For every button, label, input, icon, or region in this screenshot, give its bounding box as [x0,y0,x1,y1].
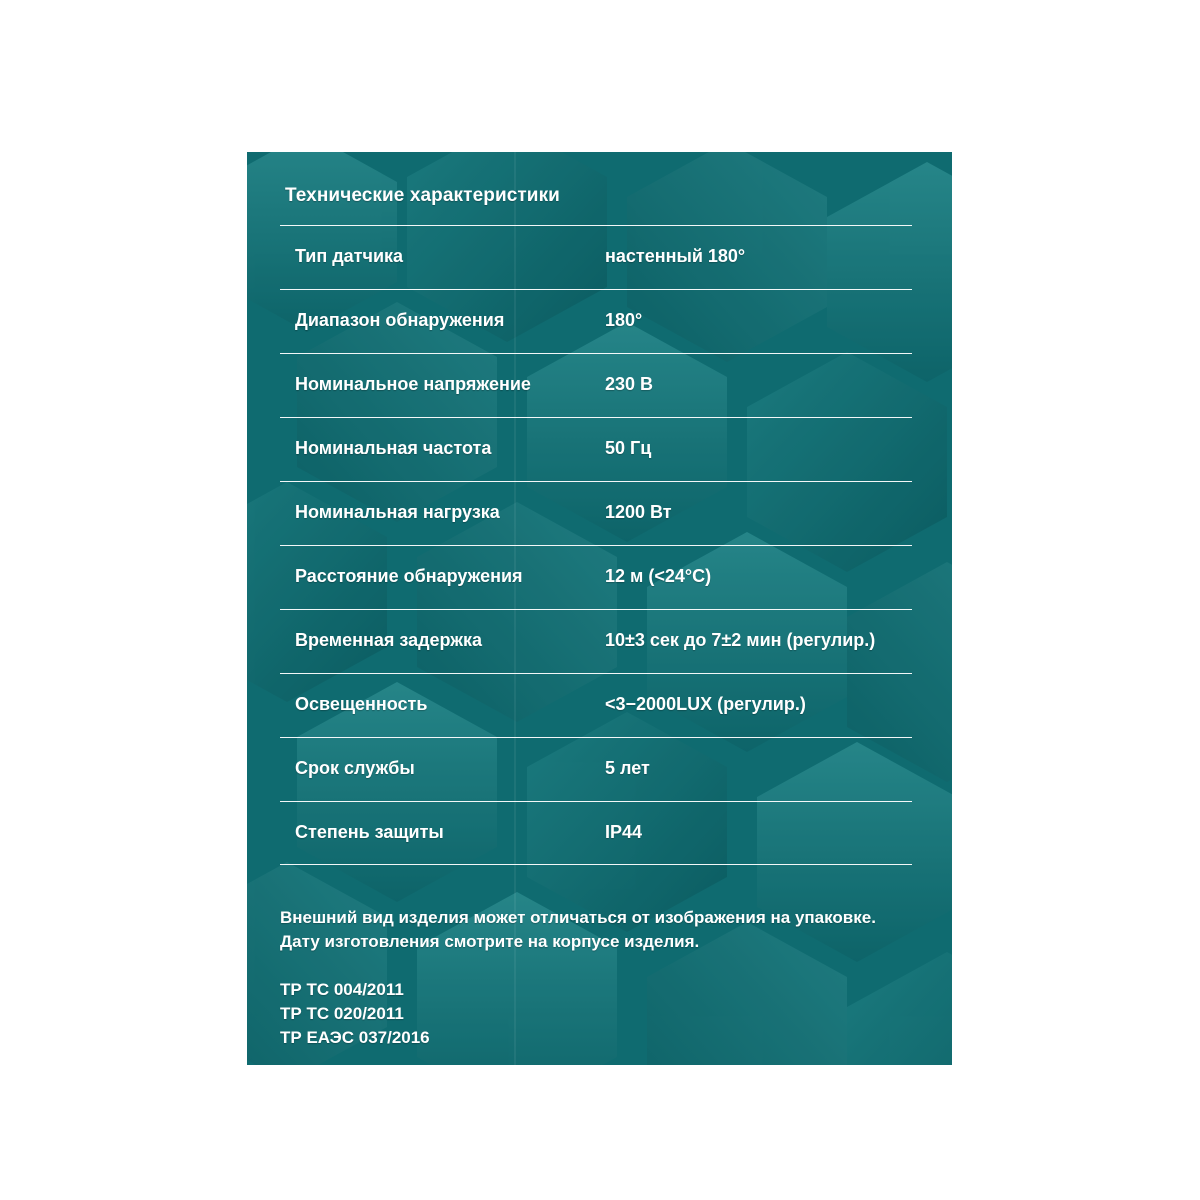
standard-item: ТР ТС 020/2011 [280,1004,404,1023]
spec-row-rated-load [280,481,912,545]
spec-row-service-life [280,737,912,801]
spec-card [247,152,952,1065]
spec-row-time-delay [280,609,912,673]
spec-value: IP44 [605,822,643,842]
spec-name: Расстояние обнаружения [295,566,523,586]
standard-item: ТР ЕАЭС 037/2016 [280,1028,430,1047]
spec-row-rated-voltage [280,353,912,417]
spec-row-sensor-type [280,225,912,289]
spec-value: 1200 Вт [605,502,672,522]
spec-row-rated-frequency [280,417,912,481]
disclaimer-line: Внешний вид изделия может отличаться от изображения на упаковке. [280,908,876,927]
spec-value: 5 лет [605,758,650,778]
spec-row-detection-distance [280,545,912,609]
spec-row-illuminance [280,673,912,737]
spec-value: настенный 180° [605,246,746,266]
spec-table [280,225,912,865]
standards-list [280,978,430,1050]
spec-name: Освещенность [295,694,428,714]
spec-value: 50 Гц [605,438,652,458]
spec-row-protection-degree [280,801,912,865]
section-title: Технические характеристики [285,185,560,206]
spec-row-detection-range [280,289,912,353]
spec-name: Тип датчика [295,246,404,266]
spec-value: 180° [605,310,643,330]
spec-name: Номинальная частота [295,438,492,458]
spec-name: Степень защиты [295,822,444,842]
spec-name: Номинальное напряжение [295,374,531,394]
spec-name: Диапазон обнаружения [295,310,505,330]
disclaimer-note [280,906,876,954]
standard-item: ТР ТС 004/2011 [280,980,404,999]
spec-value: 10±3 сек до 7±2 мин (регулир.) [605,630,876,650]
spec-value: <3−2000LUX (регулир.) [605,694,806,714]
spec-name: Срок службы [295,758,415,778]
spec-name: Номинальная нагрузка [295,502,500,522]
disclaimer-line: Дату изготовления смотрите на корпусе изделия. [280,932,700,951]
spec-value: 230 В [605,374,654,394]
spec-value: 12 м (<24°С) [605,566,712,586]
spec-name: Временная задержка [295,630,483,650]
